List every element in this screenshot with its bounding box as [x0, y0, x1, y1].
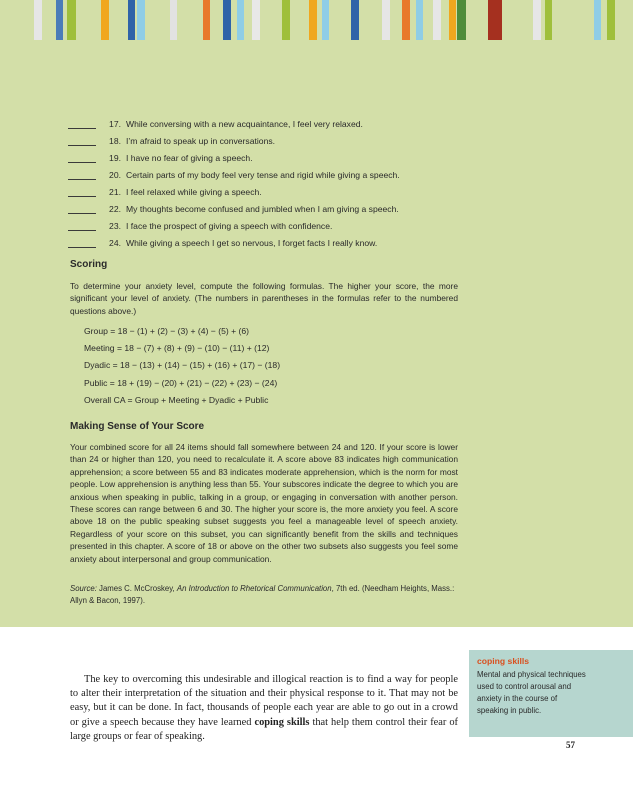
- item-number: 18.: [109, 136, 121, 146]
- formula-meeting: Meeting = 18 − (7) + (8) + (9) − (10) − (11) + (12): [84, 343, 270, 354]
- stripe: [382, 0, 390, 40]
- stripe: [203, 0, 210, 40]
- stripe: [282, 0, 290, 40]
- glossary-term: coping skills: [477, 656, 530, 666]
- stripe: [351, 0, 359, 40]
- scoring-heading: Scoring: [70, 259, 108, 270]
- answer-blank[interactable]: [68, 222, 96, 231]
- item-number: 20.: [109, 170, 121, 180]
- stripe: [34, 0, 42, 40]
- list-item: [68, 180, 468, 197]
- source-title: An Introduction to Rhetorical Communication: [176, 584, 332, 593]
- item-number: 21.: [109, 187, 121, 197]
- stripe: [607, 0, 615, 40]
- questionnaire-items: [68, 112, 468, 248]
- list-item: [68, 231, 468, 248]
- stripe: [67, 0, 76, 40]
- answer-blank[interactable]: [68, 154, 96, 163]
- source-citation: [70, 583, 458, 606]
- list-item: [68, 146, 468, 163]
- list-item: [68, 214, 468, 231]
- item-number: 19.: [109, 153, 121, 163]
- answer-blank[interactable]: [68, 188, 96, 197]
- list-item: [68, 129, 468, 146]
- item-number: 22.: [109, 204, 121, 214]
- source-rest: , 7th ed. (Needham Heights, Mass.: Allyn & Bacon, 1997).: [70, 584, 455, 605]
- making-sense-heading: Making Sense of Your Score: [70, 421, 205, 432]
- stripe: [433, 0, 441, 40]
- item-text: I’m afraid to speak up in conversations.: [126, 136, 276, 146]
- page-number: 57: [566, 740, 575, 750]
- item-text: I feel relaxed while giving a speech.: [126, 187, 262, 197]
- making-sense-text: Your combined score for all 24 items should fall somewhere between 24 and 120. If your score is lower than 24 or higher than 120, you need to recalculate it. A score above 83 indicates high communication apprehension; a score between 55 and 83 indicates moderate apprehension, which is the norm for most people. Low apprehension is anything less than 55. Your subscores indicate the degree to which you are anxious when speaking in public, talking in a group, or engaging in conversation with another person. These scores can range between 6 and 30. The higher your score is, the more anxiety you feel. A score above 18 on the public speaking subset suggests you feel a manageable level of speech anxiety. Regardless of your score on this subset, you can significantly benefit from the skills and techniques presented in this chapter. A score of 18 or above on the other two subsets also suggests you feel some anxiety about interpersonal and group communication.: [70, 442, 458, 564]
- source-author: James C. McCroskey,: [96, 584, 177, 593]
- body-text-before: The key to overcoming this undesirable and illogical reaction is to find a way for people to alter their interpretation of the situation and their physical response to it. That may not be easy, but it can be done. In fact, thousands of people each year are able to go out in a crowd or give a speech because they have learned: [70, 674, 458, 728]
- answer-blank[interactable]: [68, 239, 96, 248]
- stripe: [101, 0, 109, 40]
- answer-blank[interactable]: [68, 120, 96, 129]
- decorative-stripes: [0, 0, 633, 40]
- item-text: While giving a speech I get so nervous, I forget facts I really know.: [126, 238, 378, 248]
- stripe: [594, 0, 601, 40]
- formula-group: Group = 18 − (1) + (2) − (3) + (4) − (5) + (6): [84, 326, 250, 336]
- formula-public: Public = 18 + (19) − (20) + (21) − (22) + (23) − (24): [84, 377, 278, 388]
- list-item: [68, 197, 468, 214]
- formula-overall: Overall CA = Group + Meeting + Dyadic + Public: [84, 394, 269, 405]
- formula-list: [84, 323, 280, 409]
- body-text-after: that help them control their fear of large groups or fear of speaking.: [70, 716, 459, 742]
- stripe: [402, 0, 410, 40]
- formula-dyadic: Dyadic = 18 − (13) + (14) − (15) + (16) + (17) − (18): [84, 360, 281, 371]
- glossary-sidebar: [469, 650, 633, 737]
- stripe: [545, 0, 552, 40]
- stripe: [237, 0, 244, 40]
- body-paragraph: [70, 673, 458, 744]
- stripe: [223, 0, 231, 40]
- key-term: coping skills: [254, 716, 310, 728]
- item-text: Certain parts of my body feel very tense and rigid while giving a speech.: [126, 170, 400, 180]
- item-number: 24.: [109, 238, 121, 248]
- stripe: [457, 0, 466, 40]
- stripe: [170, 0, 177, 40]
- item-text: I have no fear of giving a speech.: [126, 153, 253, 163]
- item-text: I face the prospect of giving a speech with confidence.: [126, 221, 333, 231]
- stripe: [309, 0, 317, 40]
- scoring-intro: To determine your anxiety level, compute the following formulas. The higher your score, the more significant your level of anxiety. (The numbers in parentheses in the formulas refer to the numbered questions above.): [70, 281, 458, 316]
- stripe: [488, 0, 502, 40]
- list-item: [68, 112, 468, 129]
- stripe: [533, 0, 541, 40]
- stripe: [128, 0, 135, 40]
- item-number: 23.: [109, 221, 121, 231]
- answer-blank[interactable]: [68, 171, 96, 180]
- source-label: Source:: [70, 584, 97, 593]
- stripe: [322, 0, 329, 40]
- answer-blank[interactable]: [68, 205, 96, 214]
- answer-blank[interactable]: [68, 137, 96, 146]
- stripe: [137, 0, 145, 40]
- stripe: [252, 0, 260, 40]
- stripe: [449, 0, 456, 40]
- item-text: My thoughts become confused and jumbled when I am giving a speech.: [126, 204, 399, 214]
- glossary-definition: Mental and physical techniques used to control arousal and anxiety in the course of speaking in public.: [477, 670, 586, 715]
- item-number: 17.: [109, 119, 121, 129]
- list-item: [68, 163, 468, 180]
- item-text: While conversing with a new acquaintance, I feel very relaxed.: [126, 119, 363, 129]
- stripe: [56, 0, 63, 40]
- stripe: [416, 0, 423, 40]
